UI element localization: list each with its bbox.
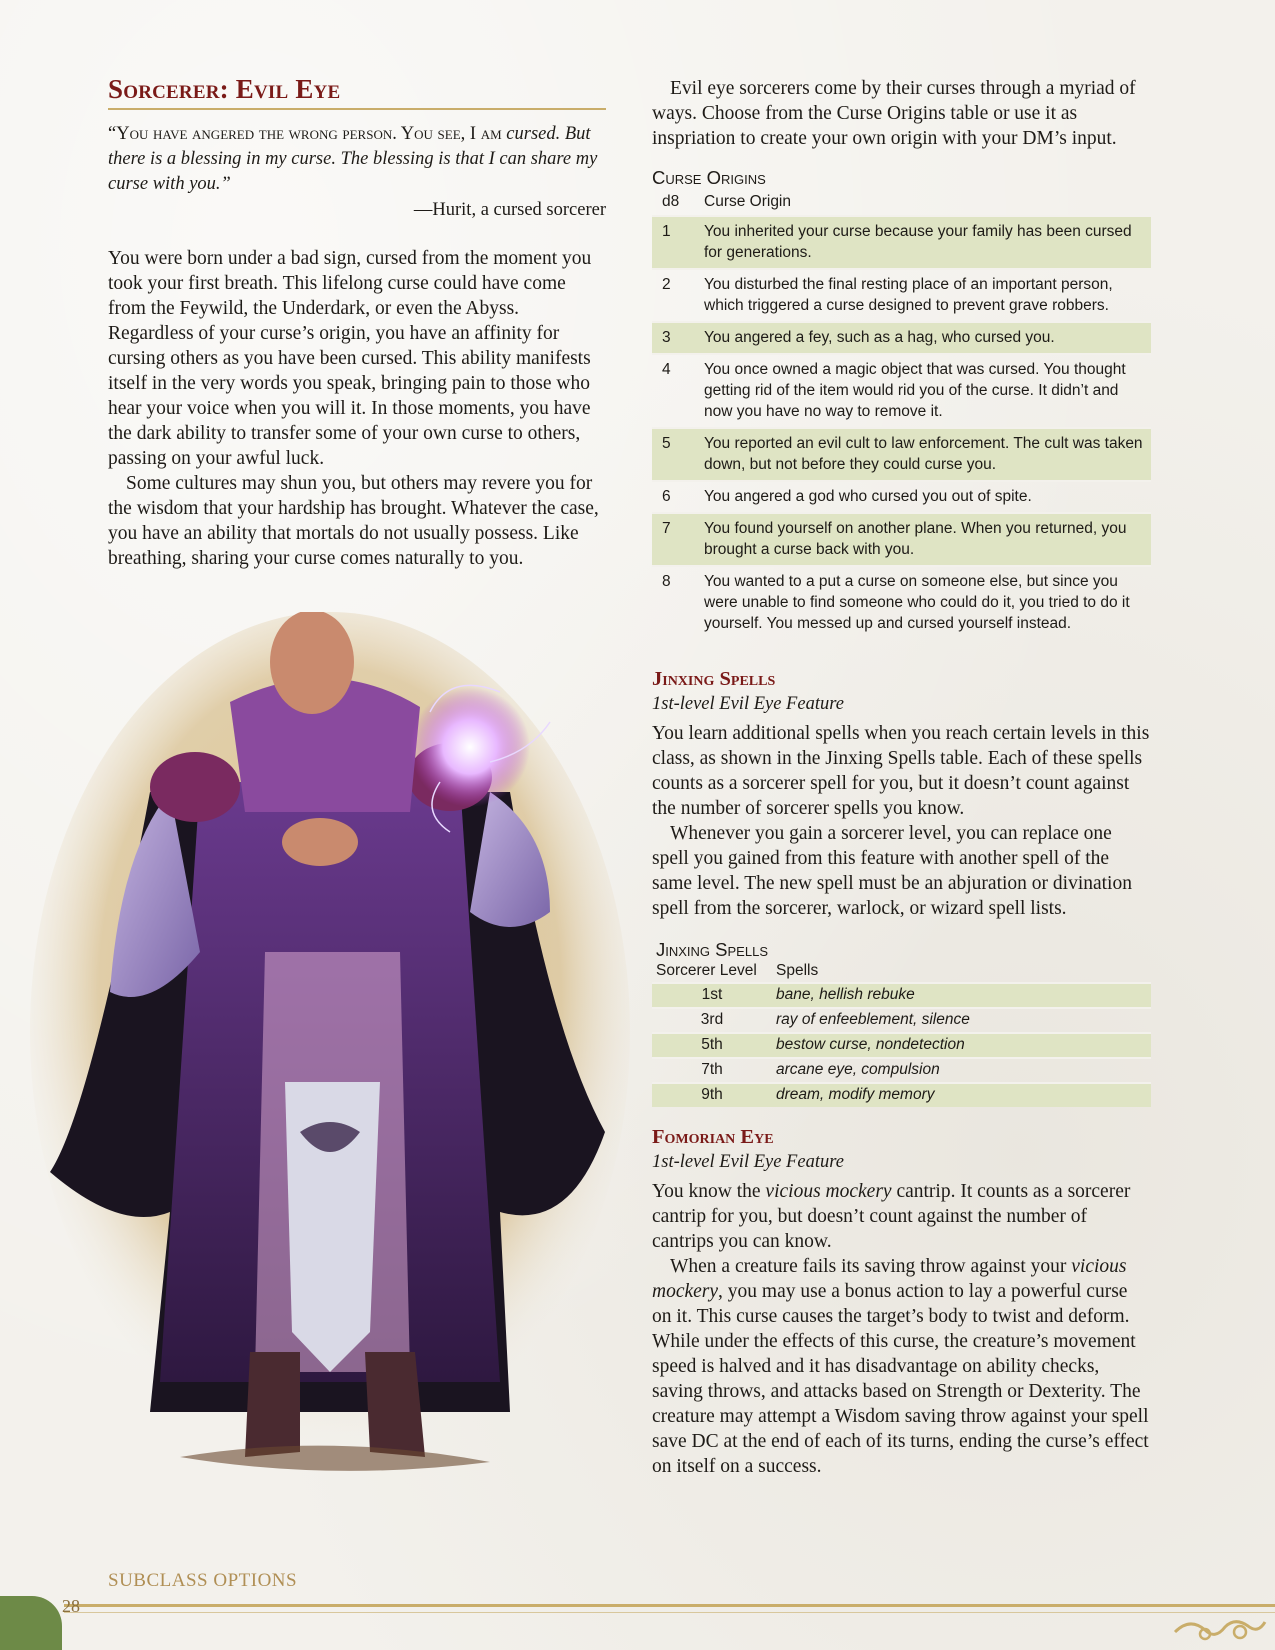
jinxing-spells-heading: Jinxing Spells (652, 668, 776, 690)
curse-origins-header-d8: d8 (662, 193, 680, 210)
quote-lead: “You have angered the wrong person. You see, I am (108, 124, 502, 144)
origin-cell: You wanted to a put a curse on someone else, but since you were unable to find someone who could do it, you tried to do it yourself. You messed up and cursed yourself instead. (698, 566, 1151, 639)
origins-intro: Evil eye sorcerers come by their curses through a myriad of ways. Choose from the Curse Origins table or use it as inspriation to create your own origin with your DM’s input. (652, 78, 1136, 149)
table-row (652, 983, 1151, 1008)
jinxing-table-title: Jinxing Spells (656, 939, 768, 960)
jinxing-paragraph-2: Whenever you gain a sorcerer level, you can replace one spell you gained from this feature with another spell of the same level. The new spell must be an abjuration or divination spell from the sorcerer, warlock, or wizard spell lists. (652, 823, 1132, 919)
fomorian-p1-start: You know the (652, 1181, 766, 1202)
table-row (652, 481, 1151, 513)
table-row (652, 322, 1151, 354)
spells-cell: bane, hellish rebuke (772, 983, 1151, 1008)
roll-cell: 3 (652, 322, 698, 354)
level-cell: 3rd (652, 1008, 772, 1033)
origin-cell: You disturbed the final resting place of an important person, which triggered a curse designed to prevent grave robbers. (698, 269, 1151, 322)
left-pauldron (150, 752, 240, 822)
hand (282, 818, 358, 866)
fomorian-p1-spell: vicious mockery (765, 1181, 892, 1202)
jinxing-header-level: Sorcerer Level (656, 962, 757, 979)
roll-cell: 2 (652, 269, 698, 322)
jinxing-header-spells: Spells (776, 962, 819, 979)
head (270, 612, 354, 714)
fomorian-p2-end: , you may use a bonus action to lay a powerful curse on it. This curse causes the target’s body to twist and deform. While under the effects of this curse, the creature’s movement speed is halved and it has disadvantage on ability checks, saving throws, and attacks based on Strength or Dexterity. The creature may attempt a Wisdom saving throw against your spell save DC at the end of each of its turns, ending the curse’s effect on itself on a success. (652, 1281, 1149, 1477)
roll-cell: 1 (652, 216, 698, 269)
table-row (652, 269, 1151, 322)
roll-cell: 5 (652, 428, 698, 481)
glowing-orb (410, 687, 530, 807)
table-row (652, 566, 1151, 639)
curse-origins-header-origin: Curse Origin (704, 193, 791, 210)
intro-paragraph-1: You were born under a bad sign, cursed from the moment you took your first breath. This lifelong curse could have come from the Feywild, the Underdark, or even the Abyss. Regardless of your curse’s origin, you have an affinity for cursing others as you have been cursed. This ability manifests itself in the very words you speak, bringing pain to those who hear your voice when you will it. In those moments, you have the dark ability to transfer some of your own curse to others, passing on your awful luck. (108, 248, 592, 469)
level-cell: 7th (652, 1058, 772, 1083)
table-row (652, 513, 1151, 566)
fomorian-eye-heading: Fomorian Eye (652, 1126, 774, 1148)
table-row (652, 1058, 1151, 1083)
footer-section-label: SUBCLASS OPTIONS (108, 1570, 298, 1591)
fomorian-p2-spell: vicious mockery (652, 1256, 1127, 1302)
table-row (652, 1033, 1151, 1058)
jinxing-header-row (652, 961, 1151, 983)
epigraph-quote (108, 122, 606, 197)
table-row (652, 428, 1151, 481)
page-number: 28 (62, 1596, 80, 1616)
page-corner-tab (0, 1596, 62, 1650)
fomorian-paragraph-2 (652, 1254, 1151, 1479)
page-title: Sorcerer: Evil Eye (108, 72, 606, 110)
level-cell: 5th (652, 1033, 772, 1058)
table-row (652, 1008, 1151, 1033)
fomorian-p1-end: cantrip. It counts as a sorcerer cantrip for you, but doesn’t count against the number of cantrips you can know. (652, 1181, 1131, 1252)
jinxing-paragraph-1: You learn additional spells when you reach certain levels in this class, as shown in the Jinxing Spells table. Each of these spells counts as a sorcerer spell for you, but it doesn’t count against the number of sorcerer spells you know. (652, 723, 1150, 819)
right-column (652, 76, 1151, 1479)
curse-origins-table (652, 189, 1151, 639)
curse-origins-table-title: Curse Origins (652, 167, 766, 188)
left-boot (245, 1352, 300, 1457)
footer-rule (64, 1604, 1275, 1607)
roll-cell: 8 (652, 566, 698, 639)
level-cell: 1st (652, 983, 772, 1008)
spells-cell: bestow curse, nondetection (772, 1033, 1151, 1058)
origin-cell: You inherited your curse because your family has been cursed for generations. (698, 216, 1151, 269)
origin-cell: You found yourself on another plane. When you returned, you brought a curse back with you. (698, 513, 1151, 566)
jinxing-spells-table (652, 961, 1151, 1107)
jinxing-spells-subtitle: 1st-level Evil Eye Feature (652, 694, 844, 714)
origin-cell: You once owned a magic object that was cursed. You thought getting rid of the item would rid you of the curse. It didn’t and now you have no way to remove it. (698, 354, 1151, 428)
curse-origins-header-row (652, 189, 1151, 216)
roll-cell: 7 (652, 513, 698, 566)
origin-cell: You angered a fey, such as a hag, who cursed you. (698, 322, 1151, 354)
origin-cell: You angered a god who cursed you out of spite. (698, 481, 1151, 513)
left-column (108, 72, 606, 571)
fomorian-paragraph-1 (652, 1179, 1151, 1254)
quote-attribution: —Hurit, a cursed sorcerer (413, 200, 606, 220)
spells-cell: dream, modify memory (772, 1083, 1151, 1107)
ground-shadow (180, 1446, 490, 1471)
sorcerer-illustration (30, 612, 630, 1492)
footer-flourish-icon (1170, 1612, 1270, 1650)
roll-cell: 6 (652, 481, 698, 513)
origin-cell: You reported an evil cult to law enforcement. The cult was taken down, but not before they could curse you. (698, 428, 1151, 481)
spells-cell: ray of enfeeblement, silence (772, 1008, 1151, 1033)
roll-cell: 4 (652, 354, 698, 428)
level-cell: 9th (652, 1083, 772, 1107)
table-row (652, 354, 1151, 428)
table-row (652, 1083, 1151, 1107)
quote-rest: cursed. But there is a blessing in my curse. The blessing is that I can share my curse with you.” (108, 124, 598, 194)
right-boot (365, 1352, 425, 1457)
fomorian-p2-start: When a creature fails its saving throw against your (670, 1256, 1072, 1277)
fomorian-eye-subtitle: 1st-level Evil Eye Feature (652, 1152, 844, 1172)
footer-rule-thin (64, 1612, 1275, 1613)
spells-cell: arcane eye, compulsion (772, 1058, 1151, 1083)
table-row (652, 216, 1151, 269)
intro-paragraph-2: Some cultures may shun you, but others may revere you for the wisdom that your hardship has brought. Whatever the case, you have an ability that mortals do not usually possess. Like breathing, sharing your curse comes naturally to you. (108, 473, 599, 569)
